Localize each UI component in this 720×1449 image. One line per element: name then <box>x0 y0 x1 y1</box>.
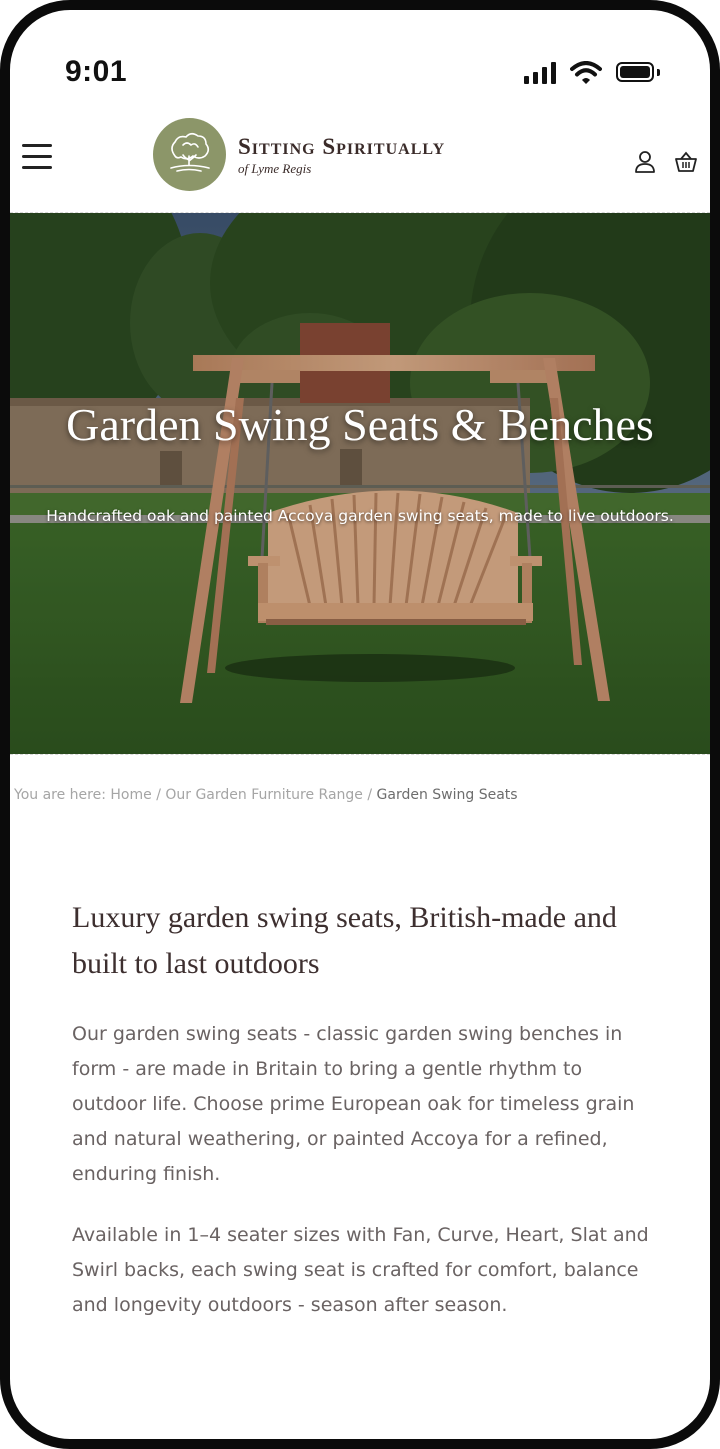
signal-icon <box>524 62 556 84</box>
main-content <box>72 895 652 1323</box>
battery-icon <box>616 62 660 84</box>
brand-title: Sitting Spiritually <box>238 134 446 159</box>
hero-subtitle: Handcrafted oak and painted Accoya garden swing seats, made to live outdoors. <box>46 507 674 525</box>
breadcrumb-separator: / <box>156 787 161 803</box>
intro-paragraph: Our garden swing seats - classic garden swing benches in form - are made in Britain to bring a gentle rhythm to outdoor life. Choose prime European oak for timeless grain and natural weathering, or painted Accoya for a refined, enduring finish. <box>72 1023 635 1185</box>
breadcrumb-current: Garden Swing Seats <box>376 787 518 803</box>
basket-icon[interactable] <box>674 150 698 174</box>
brand-logo[interactable] <box>153 118 226 191</box>
hero-banner <box>10 212 710 755</box>
status-time: 9:01 <box>65 55 128 88</box>
menu-icon[interactable] <box>22 144 52 170</box>
hero-title: Garden Swing Seats & Benches <box>66 399 654 450</box>
breadcrumb-link-home[interactable]: Home <box>110 787 152 803</box>
site-header <box>10 110 710 212</box>
sizes-paragraph: Available in 1–4 seater sizes with Fan, Curve, Heart, Slat and Swirl backs, each swing seat is crafted for comfort, balance and longevity outdoors - season after season. <box>72 1224 649 1316</box>
status-icons <box>524 60 660 86</box>
brand-wordmark[interactable] <box>238 134 445 177</box>
tree-logo-icon <box>153 118 226 191</box>
wifi-icon <box>570 61 602 85</box>
breadcrumb-prefix: You are here: <box>14 787 106 803</box>
brand-subtitle: of Lyme Regis <box>238 161 312 176</box>
account-icon[interactable] <box>634 150 656 174</box>
status-bar <box>10 10 710 110</box>
page-heading: Luxury garden swing seats, British-made and built to last outdoors <box>72 901 617 980</box>
breadcrumb <box>14 787 704 803</box>
breadcrumb-separator: / <box>367 787 373 803</box>
hero-photo-swing-seat <box>10 213 710 755</box>
breadcrumb-link-furniture-range[interactable]: Our Garden Furniture Range <box>165 787 363 803</box>
